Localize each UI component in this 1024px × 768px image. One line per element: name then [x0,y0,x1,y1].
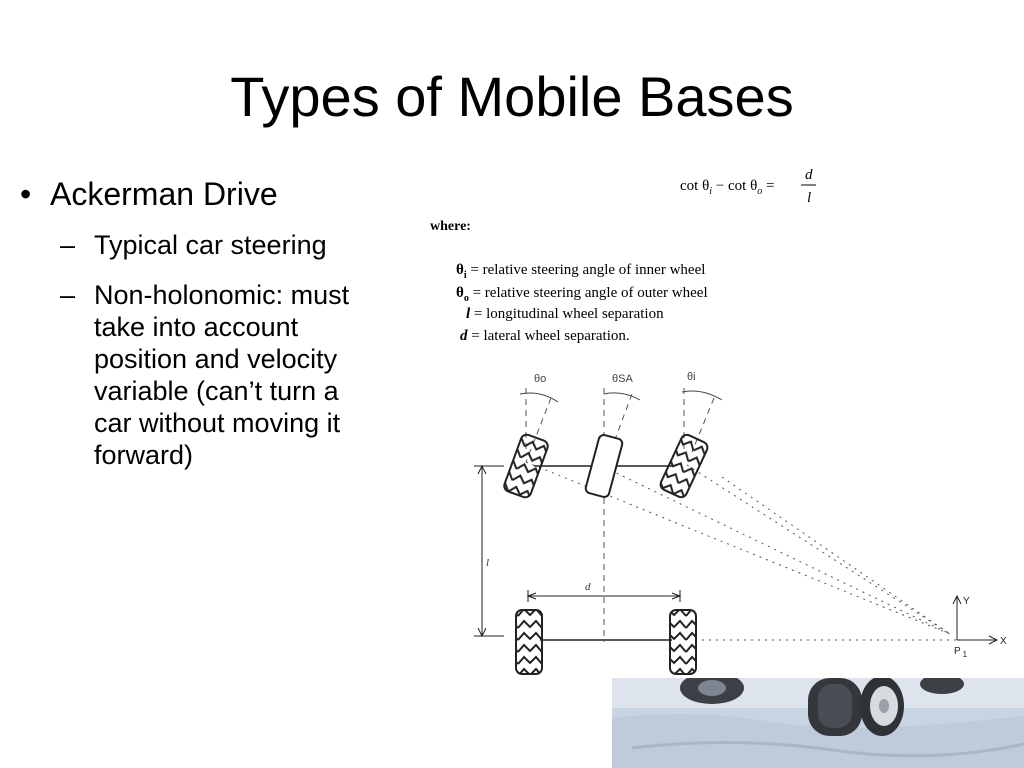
axis-label-x: X [1000,636,1007,647]
definition-l: l = longitudinal wheel separation [466,306,664,322]
car-wheel-rim [860,678,904,736]
dimension-label-d: d [585,581,591,593]
angle-label-outer: θo [534,373,547,385]
sub-bullet-text: Typical car steering [94,230,327,260]
axis-label-y: Y [963,596,970,607]
sub-bullet-line: take into account [94,312,299,342]
sub-bullet-line: variable (can’t turn a [94,376,339,406]
formula-denominator: l [807,190,812,206]
angle-label-sa: θSA [612,373,633,385]
definition-d: d = lateral wheel separation. [460,328,630,344]
sub-bullet-text [94,279,349,471]
svg-text:cot θi − cot θo =: $\cot \theta_i - \cot \theta_o$ = [680,178,775,197]
bullet-item-ackerman [20,174,278,214]
snow-car-photo [612,678,1024,768]
diagram-background [422,162,1024,678]
car-tire-center [808,678,862,736]
sub-bullet-line: position and velocity [94,344,338,374]
rear-wheel-left [516,610,542,674]
bullet-label: Ackerman Drive [50,176,278,212]
definition-theta-i: $\theta_i$ = relative steering angle of inner wheel [456,262,706,281]
bullet-marker: • [20,176,32,212]
point-label: P $_1$ [954,646,968,659]
slide-title: Types of Mobile Bases [230,65,794,128]
rear-wheel-right [670,610,696,674]
dimension-label-l: l [486,557,490,569]
where-label: where: [430,219,471,234]
dash-marker: – [60,280,76,310]
sub-bullet-car-steering [60,229,327,261]
formula-numerator: d [805,167,813,183]
angle-label-inner: θi [687,371,696,383]
definition-theta-o: $\theta_o$ = relative steering angle of outer wheel [456,285,708,304]
dash-marker: – [60,230,76,260]
ackerman-diagram [422,162,1024,678]
sub-bullet-non-holonomic [60,279,349,471]
sub-bullet-line: forward) [94,440,194,470]
sub-bullet-line: car without moving it [94,408,341,438]
sub-bullet-line: Non-holonomic: must [94,280,350,310]
